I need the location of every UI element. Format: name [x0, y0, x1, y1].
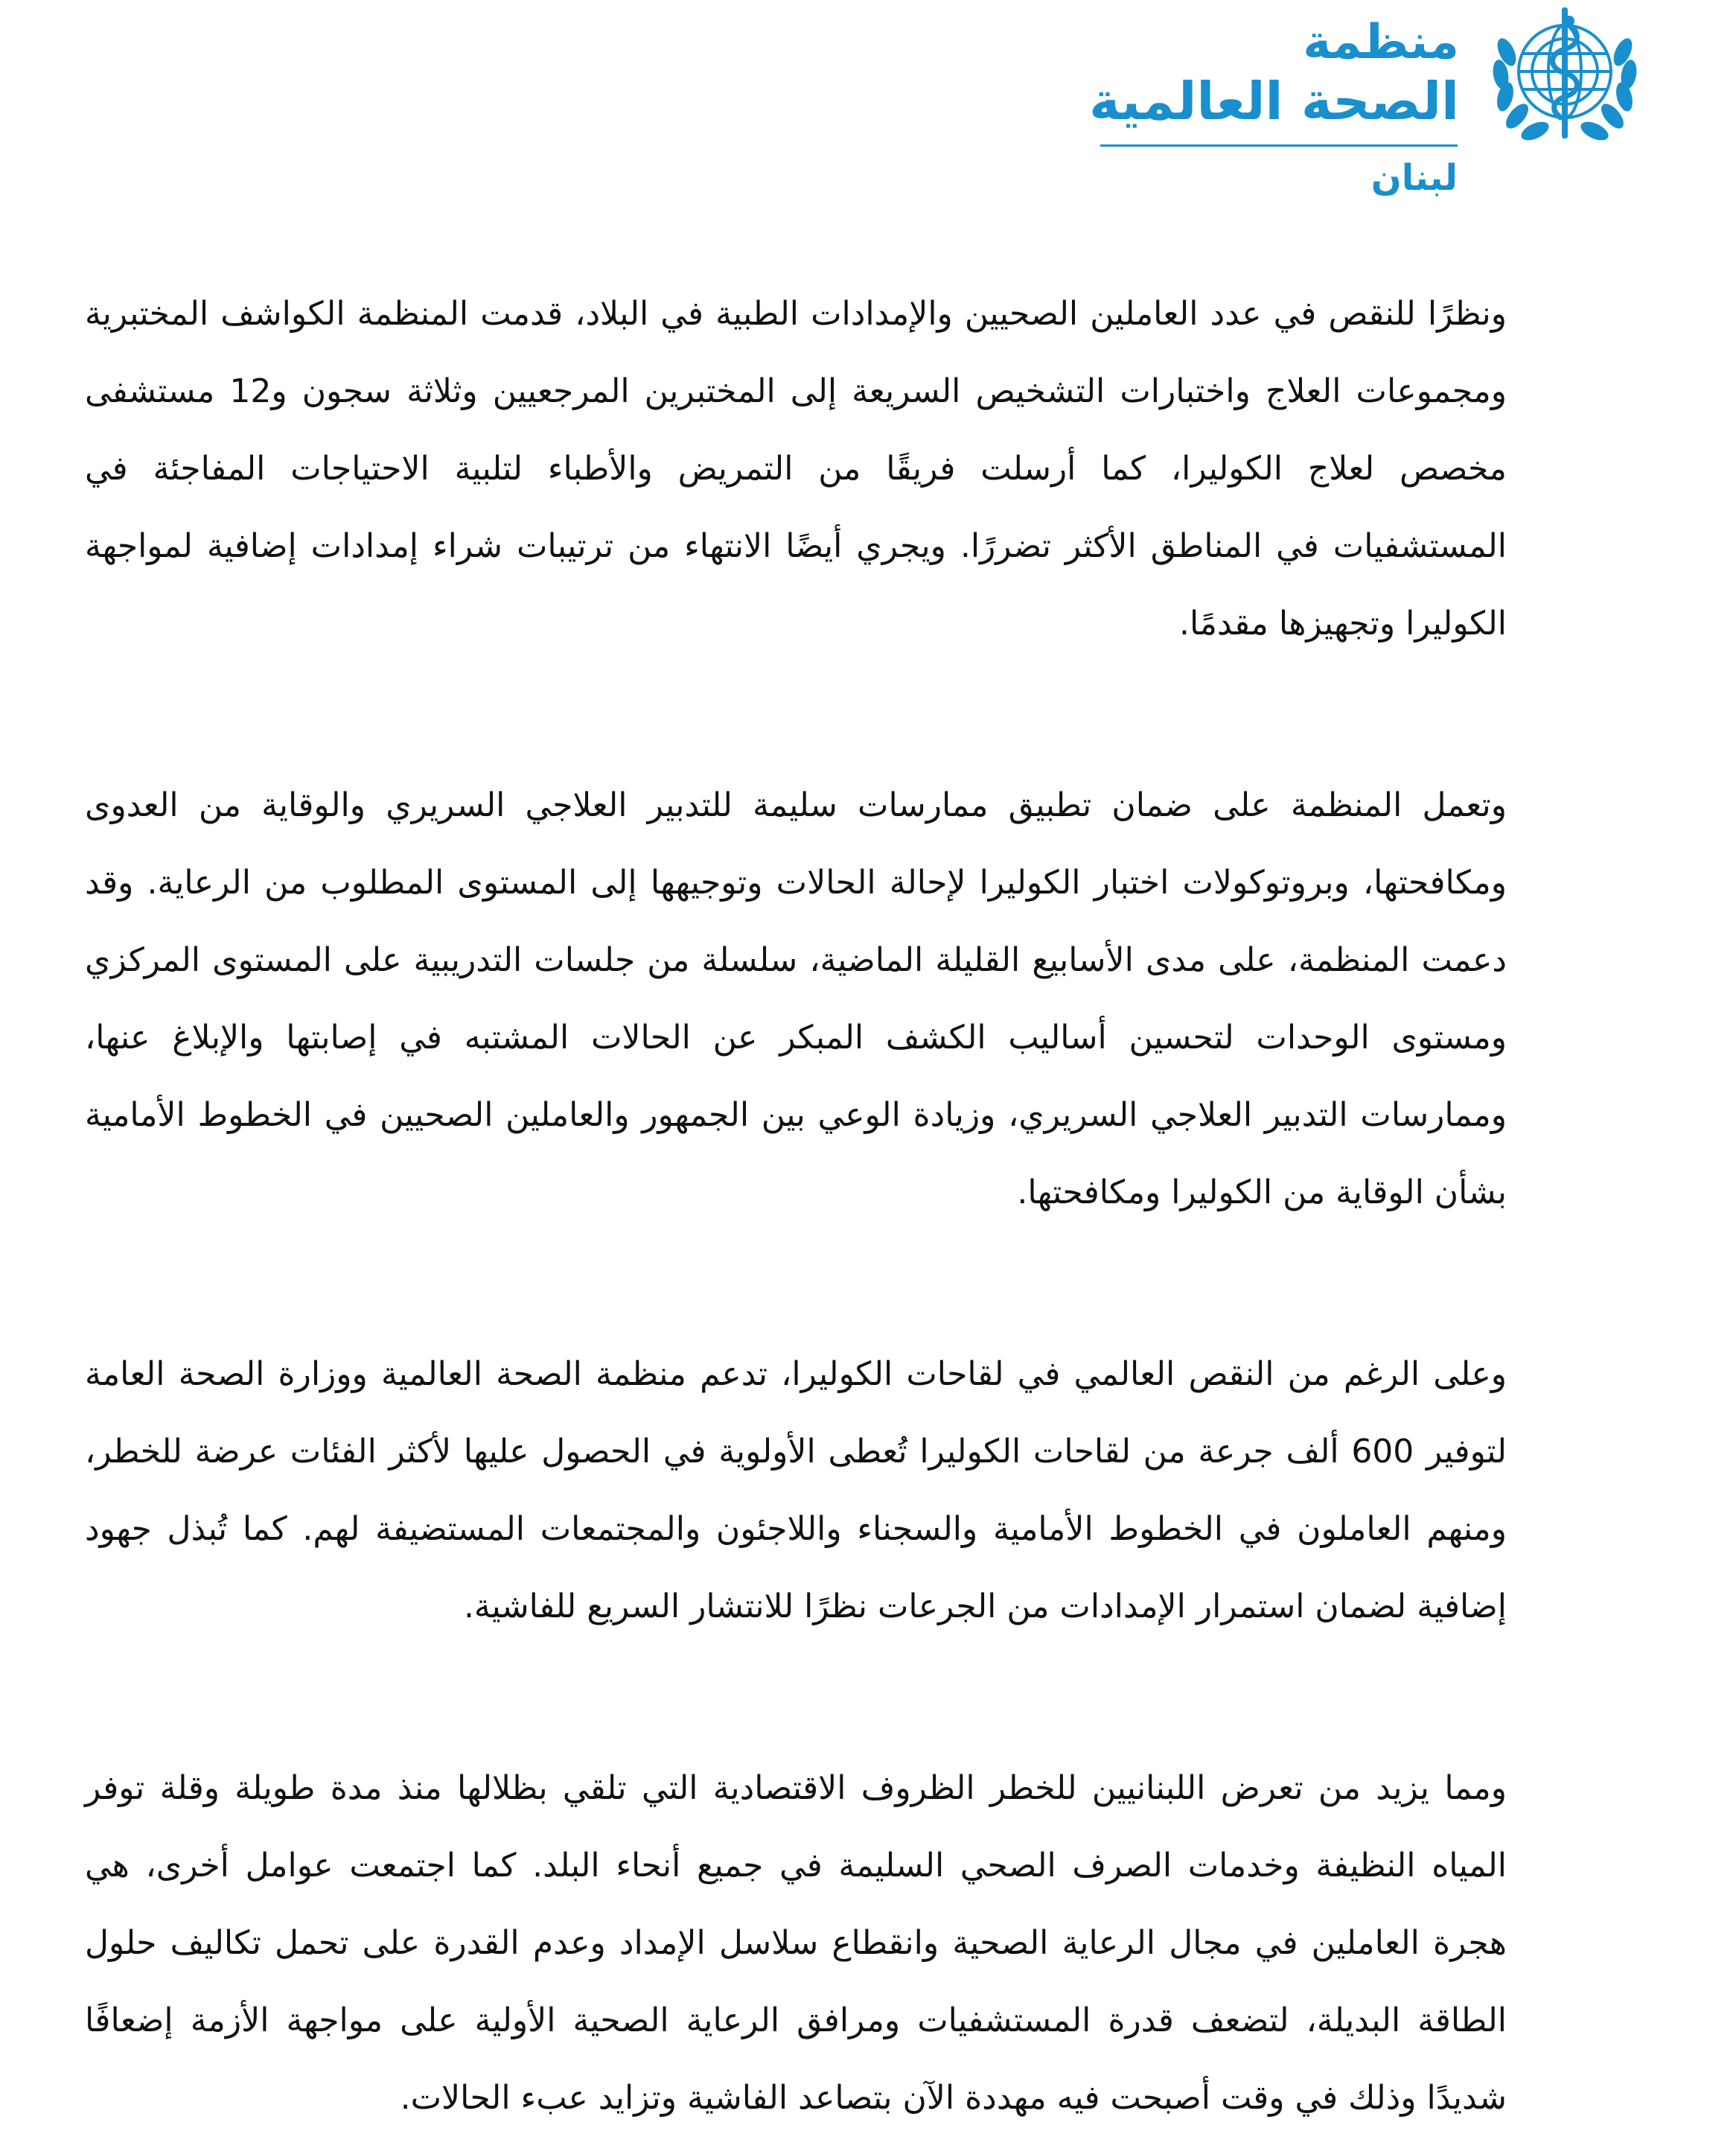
paragraph-risk-factors: ومما يزيد من تعرض اللبنانيين للخطر الظروف الاقتصادية التي تلقي بظلالها منذ مدة طويلة وقلة توفر المياه النظيفة وخدمات الصرف الصحي السليمة في جميع أنحاء البلد. كما اجتمعت عوامل أخرى، هي هجرة العاملين في مجال الرعاية الصحية وانقطاع سلاسل الإمداد وعدم القدرة على تحمل تكاليف حلول الطاقة البديلة، لتضعف قدرة المستشفيات ومرافق الرعاية الصحية الأولية على مواجهة الأزمة إضعافًا شديدًا وذلك في وقت أصبحت فيه مهددة الآن بتصاعد الفاشية وتزايد عبء الحالات.: [85, 1769, 1507, 2117]
organization-name-line1: منظمة: [1303, 15, 1459, 70]
letterhead-divider: [1100, 144, 1458, 147]
country-name: لبنان: [1370, 157, 1458, 199]
paragraph-vaccines: وعلى الرغم من النقص العالمي في لقاحات الكوليرا، تدعم منظمة الصحة العالمية ووزارة الصحة العامة لتوفير 600 ألف جرعة من لقاحات الكوليرا تُعطى الأولوية في الحصول عليها لأكثر الفئات عرضة للخطر، ومنهم العاملون في الخطوط الأمامية والسجناء واللاجئون والمجتمعات المستضيفة لهم. كما تُبذل جهود إضافية لضمان استمرار الإمدادات من الجرعات نظرًا للانتشار السريع للفاشية.: [85, 1355, 1507, 1625]
paragraph-infection-control: وتعمل المنظمة على ضمان تطبيق ممارسات سليمة للتدبير العلاجي السريري والوقاية من العدوى ومكافحتها، وبروتوكولات اختبار الكوليرا لإحالة الحالات وتوجيهها إلى المستوى المطلوب من الرعاية. وقد دعمت المنظمة، على مدى الأسابيع القليلة الماضية، سلسلة من جلسات التدريبية على المستوى المركزي ومستوى الوحدات لتحسين أساليب الكشف المبكر عن الحالات المشتبه في إصابتها والإبلاغ عنها، وممارسات التدبير العلاجي السريري، وزيادة الوعي بين الجمهور والعاملين الصحيين في الخطوط الأمامية بشأن الوقاية من الكوليرا ومكافحتها.: [85, 786, 1507, 1211]
who-emblem-icon: [1477, 0, 1653, 149]
paragraph-supplies: ونظرًا للنقص في عدد العاملين الصحيين والإمدادات الطبية في البلاد، قدمت المنظمة الكواشف المختبرية ومجموعات العلاج واختبارات التشخيص السريعة إلى المختبرين المرجعيين وثلاثة سجون و12 مستشفى مخصص لعلاج الكوليرا، كما أرسلت فريقًا من التمريض والأطباء لتلبية الاحتياجات المفاجئة في المستشفيات في المناطق الأكثر تضررًا. ويجري أيضًا الانتهاء من ترتيبات شراء إمدادات إضافية لمواجهة الكوليرا وتجهيزها مقدمًا.: [85, 295, 1507, 643]
organization-name: [1072, 15, 1459, 133]
document-body: [85, 276, 1507, 2137]
letterhead: [1042, 0, 1653, 223]
organization-name-line2: الصحة العالمية: [1089, 71, 1459, 132]
